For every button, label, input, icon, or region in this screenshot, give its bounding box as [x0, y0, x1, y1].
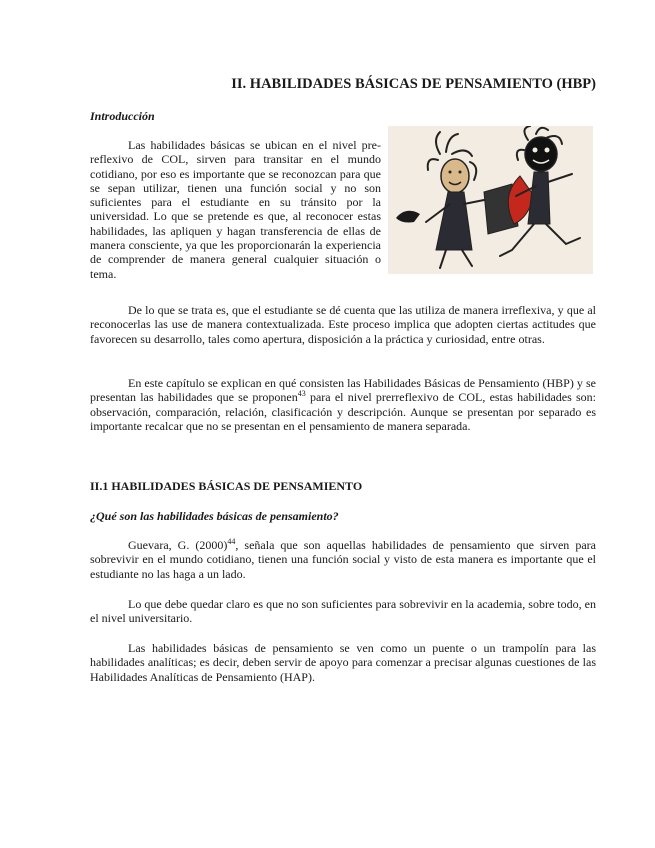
intro-paragraph-1: Las habilidades básicas se ubican en el nivel pre-reflexivo de COL, sirven para transitar en el mundo cotidiano, por eso es importante que se reconozcan para que se sepan utilizar, tienen una función social y no son suficientes para el estudiante en su tránsito por la universidad. Lo que se pretende es que, al reconocer estas habilidades, las apliquen y hagan transferencia de ellas de manera consciente, ya que les proporcionarán la experiencia de comprender de manera general cualquier situación o tema. — [90, 138, 381, 281]
chapter-title: II. HABILIDADES BÁSICAS DE PENSAMIENTO (HBP) — [231, 76, 596, 92]
footnote-marker-44: 44 — [227, 537, 236, 546]
intro-heading: Introducción — [90, 109, 155, 123]
section-heading: II.1 HABILIDADES BÁSICAS DE PENSAMIENTO — [90, 479, 363, 493]
footnote-marker-43: 43 — [297, 389, 306, 399]
section-paragraph-1 — [90, 538, 596, 581]
section-paragraph-2: Lo que debe quedar claro es que no son suficientes para sobrevivir en la academia, sobre todo, en el nivel universitario. — [90, 597, 596, 626]
intro-paragraph-2: De lo que se trata es, que el estudiante se dé cuenta que las utiliza de manera irreflexiva, y que al reconocerlas las use de manera contextualizada. Este proceso implica que adopten ciertas actitudes que favorecen su desarrollo, tales como apertura, disposición a la práctica y curiosidad, entre otras. — [90, 303, 596, 346]
section-paragraph-1-start: Guevara, G. (2000) — [128, 538, 228, 552]
running-children-drawing-icon — [388, 126, 593, 274]
question-heading: ¿Qué son las habilidades básicas de pensamiento? — [90, 509, 339, 523]
intro-paragraph-3-end: para el nivel prerreflexivo de COL, estas habilidades son: observación, comparación, relación, clasificación y descripción. Aunque se presentan por separado es importante recalcar que no se presentan en el pensamiento de manera separada. — [90, 390, 596, 433]
intro-paragraph-3 — [90, 376, 596, 433]
intro-paragraph-3-start: En este capítulo se explican en qué consisten las Habilidades Básicas de Pensamiento (HBP) y se presentan las habilidades que se proponen — [90, 376, 596, 405]
section-paragraph-1-end: , señala que son aquellas habilidades de pensamiento que sirven para sobrevivir en el mundo cotidiano, tienen una función social y visto de esta manera es importante que el estudiante no las haga a un lado. — [90, 538, 596, 581]
section-paragraph-3: Las habilidades básicas de pensamiento se ven como un puente o un trampolín para las habilidades analíticas; es decir, deben servir de apoyo para comenzar a precisar algunas cuestiones de las Habilidades Analíticas de Pensamiento (HAP). — [90, 641, 596, 684]
